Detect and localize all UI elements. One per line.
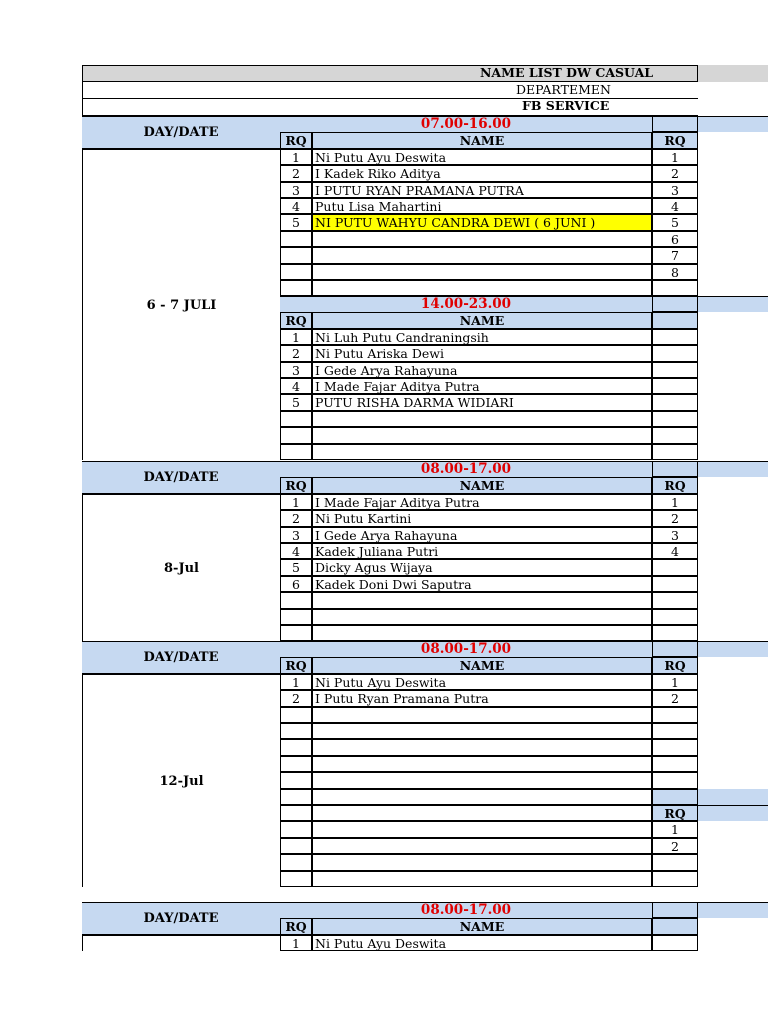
rq-cell [280,723,312,739]
rq2-cell [652,280,698,296]
rq2-cell: 3 [652,527,698,543]
rq-cell: 2 [280,510,312,526]
shift-time: 08.00-17.00 [280,903,652,919]
name-cell: Ni Putu Ayu Deswita [312,935,652,951]
rq2-cell [652,411,698,427]
rq2-cell: 2 [652,165,698,181]
rq-cell: 3 [280,182,312,198]
name-cell: I Kadek Riko Aditya [312,165,652,181]
rq2-cell [652,427,698,443]
day-value [82,935,280,951]
rq2-column-header [652,918,698,934]
name-cell: Ni Putu Ayu Deswita [312,149,652,165]
name-column-header: NAME [312,918,652,934]
right-blue-extension [698,805,768,821]
rq-cell [280,264,312,280]
right-blue-extension [698,296,768,312]
rq-cell [280,805,312,821]
name-column-header: NAME [312,657,652,673]
name-cell: Kadek Doni Dwi Saputra [312,576,652,592]
name-cell: NI PUTU WAHYU CANDRA DEWI ( 6 JUNI ) [312,214,652,230]
rq2-cell: 7 [652,247,698,263]
rq2-cell: 1 [652,821,698,837]
name-cell [312,280,652,296]
name-cell [312,625,652,641]
rq2-cell: 6 [652,231,698,247]
name-cell [312,756,652,772]
rq-cell [280,854,312,870]
rq2-time-cell [652,296,698,312]
rq2-cell [652,935,698,951]
rq2-cell [652,723,698,739]
rq2-time-cell [652,641,698,657]
rq-cell [280,838,312,854]
rq-cell [280,821,312,837]
day-value: 12-Jul [82,674,280,887]
rq2-cell: 2 [652,690,698,706]
name-cell [312,772,652,788]
rq-column-header: RQ [280,312,312,328]
name-cell [312,427,652,443]
rq-cell [280,756,312,772]
shift-time: 07.00-16.00 [280,117,652,133]
name-cell [312,592,652,608]
name-cell: Kadek Juliana Putri [312,543,652,559]
name-cell [312,609,652,625]
rq-cell [280,444,312,460]
name-column-header: NAME [312,312,652,328]
rq2-cell [652,772,698,788]
rq2-cell: 2 [652,510,698,526]
rq2-cell [652,345,698,361]
rq2-cell [652,576,698,592]
rq2-cell: 1 [652,494,698,510]
rq-cell: 1 [280,935,312,951]
name-cell: Ni Putu Ariska Dewi [312,345,652,361]
rq2-cell [652,378,698,394]
rq2-blue-cell [652,789,698,805]
rq2-cell [652,329,698,345]
name-cell [312,739,652,755]
rq-cell: 4 [280,378,312,394]
name-cell: Ni Luh Putu Candraningsih [312,329,652,345]
rq2-column-header: RQ [652,477,698,493]
name-cell [312,821,652,837]
day-date-label: DAY/DATE [82,116,280,149]
rq-cell [280,231,312,247]
rq2-cell [652,592,698,608]
department-name: FB SERVICE [522,98,610,113]
rq-cell [280,625,312,641]
rq-cell: 2 [280,165,312,181]
rq2-cell: 5 [652,214,698,230]
rq2-cell [652,756,698,772]
rq2-cell [652,394,698,410]
rq-cell: 6 [280,576,312,592]
rq-cell [280,247,312,263]
rq2-cell: 2 [652,838,698,854]
sheet-title: NAME LIST DW CASUAL [480,65,654,80]
rq-cell: 1 [280,494,312,510]
rq-cell [280,592,312,608]
shift-time: 08.00-17.00 [280,462,652,478]
name-cell: I Made Fajar Aditya Putra [312,378,652,394]
rq2-cell [652,871,698,887]
rq2-cell: 4 [652,543,698,559]
rq-cell [280,789,312,805]
rq-cell: 4 [280,198,312,214]
rq2-cell: 8 [652,264,698,280]
name-cell [312,707,652,723]
name-cell [312,789,652,805]
rq-cell: 3 [280,362,312,378]
name-cell: Dicky Agus Wijaya [312,559,652,575]
rq2-cell [652,609,698,625]
rq-cell: 5 [280,394,312,410]
name-cell [312,264,652,280]
name-cell [312,411,652,427]
name-cell [312,871,652,887]
rq2-time-cell [652,902,698,918]
rq-cell: 2 [280,690,312,706]
shift-time: 14.00-23.00 [280,297,652,313]
name-cell [312,231,652,247]
name-column-header: NAME [312,477,652,493]
rq-cell: 2 [280,345,312,361]
rq2-cell [652,362,698,378]
rq2-cell: 1 [652,149,698,165]
rq-column-header: RQ [280,918,312,934]
department-label: DEPARTEMEN [516,82,611,97]
name-cell: I Putu Ryan Pramana Putra [312,690,652,706]
rq-cell: 5 [280,559,312,575]
rq-cell [280,707,312,723]
name-cell: I PUTU RYAN PRAMANA PUTRA [312,182,652,198]
rq-cell [280,609,312,625]
rq-column-header: RQ [280,477,312,493]
rq-cell [280,772,312,788]
name-cell: Putu Lisa Mahartini [312,198,652,214]
rq-column-header: RQ [280,657,312,673]
rq2-cell [652,625,698,641]
rq2-cell [652,444,698,460]
rq-cell [280,739,312,755]
right-blue-extension [698,641,768,657]
name-cell: I Made Fajar Aditya Putra [312,494,652,510]
name-column-header: NAME [312,132,652,148]
rq2-time-cell [652,461,698,477]
rq-cell: 1 [280,329,312,345]
rq-column-header: RQ [280,132,312,148]
day-date-label: DAY/DATE [82,641,280,674]
rq-cell [280,411,312,427]
rq-cell: 3 [280,527,312,543]
rq2-cell [652,559,698,575]
shift-time: 08.00-17.00 [280,642,652,658]
name-cell [312,723,652,739]
right-blue-extension [698,116,768,132]
rq-cell [280,871,312,887]
right-blue-extension [698,789,768,805]
name-cell: Ni Putu Kartini [312,510,652,526]
day-value: 8-Jul [82,494,280,641]
rq2-cell: 4 [652,198,698,214]
name-cell [312,247,652,263]
rq-cell [280,427,312,443]
rq-cell: 4 [280,543,312,559]
rq2-cell [652,739,698,755]
rq-cell: 1 [280,149,312,165]
rq-cell: 1 [280,674,312,690]
name-cell [312,838,652,854]
name-cell: Ni Putu Ayu Deswita [312,674,652,690]
rq2-cell [652,854,698,870]
rq-cell [280,280,312,296]
rq2-cell [652,707,698,723]
name-cell: I Gede Arya Rahayuna [312,362,652,378]
name-cell: I Gede Arya Rahayuna [312,527,652,543]
day-value: 6 - 7 JULI [82,149,280,460]
rq2-cell: 1 [652,674,698,690]
day-date-label: DAY/DATE [82,461,280,494]
right-blue-extension [698,461,768,477]
rq2-column-header: RQ [652,657,698,673]
day-date-label: DAY/DATE [82,902,280,935]
rq2-cell: RQ [652,805,698,821]
right-blue-extension [698,902,768,918]
rq2-column-header: RQ [652,132,698,148]
rq2-column-header [652,312,698,328]
rq-cell: 5 [280,214,312,230]
name-cell [312,444,652,460]
name-cell [312,854,652,870]
rq2-cell: 3 [652,182,698,198]
rq2-time-cell [652,116,698,132]
name-cell: PUTU RISHA DARMA WIDIARI [312,394,652,410]
name-cell [312,805,652,821]
